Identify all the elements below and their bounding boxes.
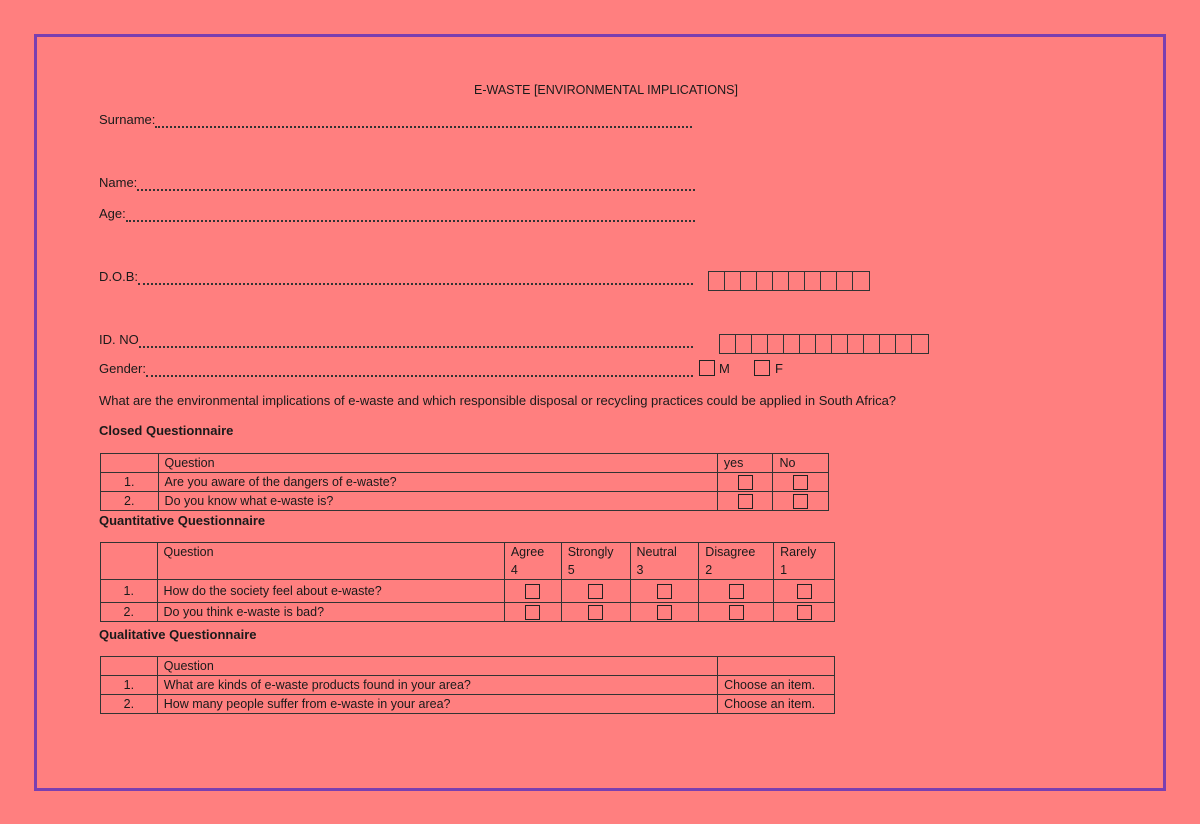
surname-line[interactable]	[155, 112, 692, 128]
id-number-field[interactable]	[99, 332, 693, 348]
scale-value: 4	[510, 563, 518, 577]
rating-cell[interactable]	[561, 603, 630, 622]
dob-field[interactable]	[99, 269, 693, 285]
yes-checkbox-cell[interactable]	[717, 492, 773, 511]
row-number: 2.	[101, 603, 158, 622]
id-digit-boxes[interactable]	[719, 334, 929, 354]
dob-label: D.O.B:	[99, 269, 139, 284]
rating-cell[interactable]	[699, 603, 774, 622]
rating-cell[interactable]	[561, 580, 630, 603]
rating-cell[interactable]	[774, 580, 835, 603]
scale-header-strongly	[561, 543, 630, 580]
gender-f-checkbox[interactable]	[754, 360, 770, 376]
row-question: How many people suffer from e-waste in your area?	[157, 695, 717, 714]
table-header-row	[101, 454, 829, 473]
number-header	[101, 543, 158, 580]
row-number: 1.	[101, 676, 158, 695]
no-checkbox[interactable]	[793, 494, 808, 509]
yes-checkbox-cell[interactable]	[717, 473, 773, 492]
rating-cell[interactable]	[774, 603, 835, 622]
row-question: Do you know what e-waste is?	[158, 492, 717, 511]
number-header	[101, 454, 159, 473]
scale-value: 2	[705, 563, 713, 577]
surname-field[interactable]	[99, 112, 692, 128]
row-question: Do you think e-waste is bad?	[157, 603, 504, 622]
no-checkbox-cell[interactable]	[773, 473, 829, 492]
choose-item-dropdown[interactable]: Choose an item.	[718, 695, 835, 714]
rating-checkbox[interactable]	[729, 605, 744, 620]
quantitative-questionnaire-heading: Quantitative Questionnaire	[99, 513, 266, 528]
table-header-row	[101, 543, 835, 580]
row-question: What are kinds of e-waste products found in your area?	[157, 676, 717, 695]
row-number: 1.	[101, 473, 159, 492]
rating-checkbox[interactable]	[657, 605, 672, 620]
table-row	[101, 492, 829, 511]
no-checkbox[interactable]	[793, 475, 808, 490]
id-number-label: ID. NO	[99, 332, 139, 347]
row-question: How do the society feel about e-waste?	[157, 580, 504, 603]
rating-checkbox[interactable]	[588, 605, 603, 620]
age-label: Age:	[99, 206, 126, 221]
name-line[interactable]	[137, 175, 695, 191]
table-row	[101, 695, 835, 714]
rating-cell[interactable]	[630, 580, 699, 603]
gender-label: Gender:	[99, 361, 146, 376]
yes-checkbox[interactable]	[738, 475, 753, 490]
rating-checkbox[interactable]	[525, 584, 540, 599]
scale-header-disagree	[699, 543, 774, 580]
gender-field[interactable]	[99, 361, 693, 377]
answer-header	[718, 657, 835, 676]
surname-label: Surname:	[99, 112, 156, 127]
gender-m-label: M	[719, 361, 730, 376]
table-row	[101, 603, 835, 622]
age-line[interactable]	[126, 206, 695, 222]
scale-header-agree	[504, 543, 561, 580]
row-number: 2.	[101, 492, 159, 511]
dob-digit-boxes[interactable]	[708, 271, 870, 291]
question-header: Question	[157, 657, 717, 676]
scale-value: 1	[780, 563, 788, 577]
no-header: No	[773, 454, 829, 473]
scale-label: Strongly	[567, 545, 614, 559]
rating-checkbox[interactable]	[729, 584, 744, 599]
rating-cell[interactable]	[504, 580, 561, 603]
qualitative-questionnaire-heading: Qualitative Questionnaire	[99, 627, 257, 642]
row-number: 1.	[101, 580, 158, 603]
scale-header-rarely	[774, 543, 835, 580]
gender-f-label: F	[775, 361, 783, 376]
scale-label: Neutral	[636, 545, 677, 559]
question-header: Question	[157, 543, 504, 580]
rating-checkbox[interactable]	[525, 605, 540, 620]
table-row	[101, 580, 835, 603]
closed-questionnaire-table	[100, 453, 829, 511]
choose-item-dropdown[interactable]: Choose an item.	[718, 676, 835, 695]
quantitative-questionnaire-table	[100, 542, 835, 622]
no-checkbox-cell[interactable]	[773, 492, 829, 511]
rating-cell[interactable]	[699, 580, 774, 603]
row-number: 2.	[101, 695, 158, 714]
id-number-line[interactable]	[139, 332, 693, 348]
qualitative-questionnaire-table	[100, 656, 835, 714]
table-header-row	[101, 657, 835, 676]
scale-label: Agree	[510, 545, 545, 559]
question-header: Question	[158, 454, 717, 473]
scale-value: 5	[567, 563, 575, 577]
yes-header: yes	[717, 454, 773, 473]
dob-line[interactable]	[138, 269, 693, 285]
yes-checkbox[interactable]	[738, 494, 753, 509]
rating-checkbox[interactable]	[797, 605, 812, 620]
main-question: What are the environmental implications of e-waste and which responsible disposal or recycling practices could be applied in South Africa?	[99, 393, 897, 408]
rating-cell[interactable]	[630, 603, 699, 622]
scale-label: Rarely	[780, 545, 817, 559]
closed-questionnaire-heading: Closed Questionnaire	[99, 423, 234, 438]
age-field[interactable]	[99, 206, 695, 222]
page-title: E-WASTE [ENVIRONMENTAL IMPLICATIONS]	[474, 83, 738, 97]
rating-checkbox[interactable]	[797, 584, 812, 599]
rating-checkbox[interactable]	[588, 584, 603, 599]
table-row	[101, 676, 835, 695]
rating-cell[interactable]	[504, 603, 561, 622]
number-header	[101, 657, 158, 676]
scale-header-neutral	[630, 543, 699, 580]
row-question: Are you aware of the dangers of e-waste?	[158, 473, 717, 492]
name-label: Name:	[99, 175, 138, 190]
scale-label: Disagree	[705, 545, 756, 559]
gender-line[interactable]	[146, 361, 693, 377]
table-row	[101, 473, 829, 492]
scale-value: 3	[636, 563, 644, 577]
rating-checkbox[interactable]	[657, 584, 672, 599]
name-field[interactable]	[99, 175, 695, 191]
gender-m-checkbox[interactable]	[699, 360, 715, 376]
